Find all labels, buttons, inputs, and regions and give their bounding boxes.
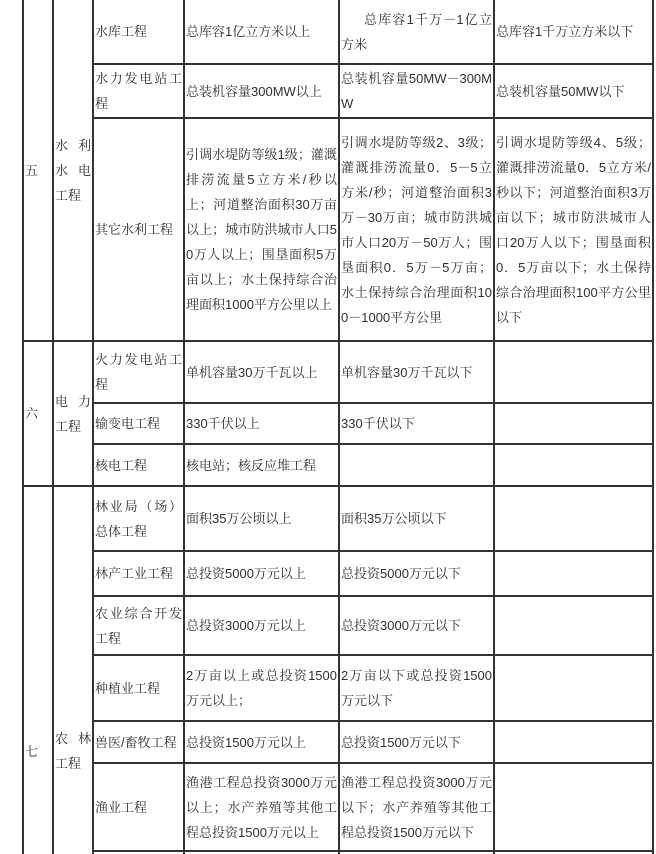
row-number-cell: 六 (23, 341, 53, 486)
row-number-cell: 五 (23, 0, 53, 341)
large-scale-cell: 总投资3000万元以上 (184, 596, 339, 655)
table-row (23, 118, 653, 341)
medium-scale-cell: 总投资5000万元以下 (339, 551, 494, 596)
large-scale-cell: 总投资1500万元以上 (184, 721, 339, 763)
medium-scale-cell: 总装机容量50MW－300MW (339, 64, 494, 118)
large-scale-cell: 总装机容量300MW以上 (184, 64, 339, 118)
subcategory-cell: 输变电工程 (93, 403, 184, 444)
large-scale-cell: 总库容1亿立方米以上 (184, 0, 339, 64)
table-row (23, 655, 653, 721)
medium-scale-cell: 2万亩以下或总投资1500万元以下 (339, 655, 494, 721)
large-scale-cell: 面积35万公顷以上 (184, 486, 339, 551)
subcategory-cell: 火力发电站工程 (93, 341, 184, 403)
subcategory-cell: 渔业工程 (93, 763, 184, 851)
small-scale-cell: 引调水堤防等级4、5级；灌溉排涝流量0．5立方米/秒以下；河道整治面积3万亩以下；城市防洪城市人口20万人以下；围垦面积0．5万亩以下；水土保持综合治理面积100平方公里以下 (494, 118, 653, 341)
small-scale-cell (494, 655, 653, 721)
table-row (23, 403, 653, 444)
small-scale-cell (494, 486, 653, 551)
large-scale-cell: 330千伏以上 (184, 403, 339, 444)
small-scale-cell (494, 551, 653, 596)
subcategory-cell: 农业综合开发工程 (93, 596, 184, 655)
table-row (23, 444, 653, 486)
large-scale-cell: 单机容量30万千瓦以上 (184, 341, 339, 403)
medium-scale-cell: 总投资1500万元以下 (339, 721, 494, 763)
row-number-cell: 七 (23, 486, 53, 854)
medium-scale-cell: 渔港工程总投资3000万元以下；水产养殖等其他工程总投资1500万元以下 (339, 763, 494, 851)
small-scale-cell (494, 596, 653, 655)
medium-scale-cell: 330千伏以下 (339, 403, 494, 444)
subcategory-cell: 水库工程 (93, 0, 184, 64)
large-scale-cell: 2万亩以上或总投资1500万元以上； (184, 655, 339, 721)
small-scale-cell: 总装机容量50MW以下 (494, 64, 653, 118)
project-scale-table (22, 0, 654, 854)
table-row (23, 64, 653, 118)
subcategory-cell: 种植业工程 (93, 655, 184, 721)
medium-scale-cell (339, 444, 494, 486)
large-scale-cell: 渔港工程总投资3000万元以上；水产养殖等其他工程总投资1500万元以上 (184, 763, 339, 851)
table-row (23, 763, 653, 851)
medium-scale-cell: 总投资3000万元以下 (339, 596, 494, 655)
category-cell: 水利水电工程 (53, 0, 93, 341)
small-scale-cell (494, 403, 653, 444)
small-scale-cell (494, 341, 653, 403)
medium-scale-cell: 面积35万公顷以下 (339, 486, 494, 551)
subcategory-cell: 核电工程 (93, 444, 184, 486)
small-scale-cell: 总库容1千万立方米以下 (494, 0, 653, 64)
subcategory-cell: 林产工业工程 (93, 551, 184, 596)
small-scale-cell (494, 444, 653, 486)
subcategory-cell: 兽医/畜牧工程 (93, 721, 184, 763)
large-scale-cell: 引调水堤防等级1级；灌溉排涝流量5立方米/秒以上；河道整治面积30万亩以上；城市防洪城市人口50万人以上；围垦面积5万亩以上；水土保持综合治理面积1000平方公里以上 (184, 118, 339, 341)
large-scale-cell: 总投资5000万元以上 (184, 551, 339, 596)
subcategory-cell: 其它水利工程 (93, 118, 184, 341)
table-body (23, 0, 653, 854)
category-cell: 农林工程 (53, 486, 93, 854)
table-row (23, 0, 653, 64)
small-scale-cell (494, 763, 653, 851)
category-cell: 电力工程 (53, 341, 93, 486)
subcategory-cell: 林业局（场）总体工程 (93, 486, 184, 551)
medium-scale-cell: 引调水堤防等级2、3级；灌溉排涝流量0．5－5立方米/秒；河道整治面积3万－30万亩；城市防洪城市人口20万－50万人；围垦面积0．5万－5万亩；水土保持综合治理面积100－1000平方公里 (339, 118, 494, 341)
table-row (23, 596, 653, 655)
medium-scale-cell: 总库容1千万－1亿立方米 (339, 0, 494, 64)
large-scale-cell: 核电站；核反应堆工程 (184, 444, 339, 486)
table-row (23, 486, 653, 551)
medium-scale-cell: 单机容量30万千瓦以下 (339, 341, 494, 403)
table-row (23, 551, 653, 596)
table-row (23, 341, 653, 403)
small-scale-cell (494, 721, 653, 763)
table-row (23, 721, 653, 763)
subcategory-cell: 水力发电站工程 (93, 64, 184, 118)
